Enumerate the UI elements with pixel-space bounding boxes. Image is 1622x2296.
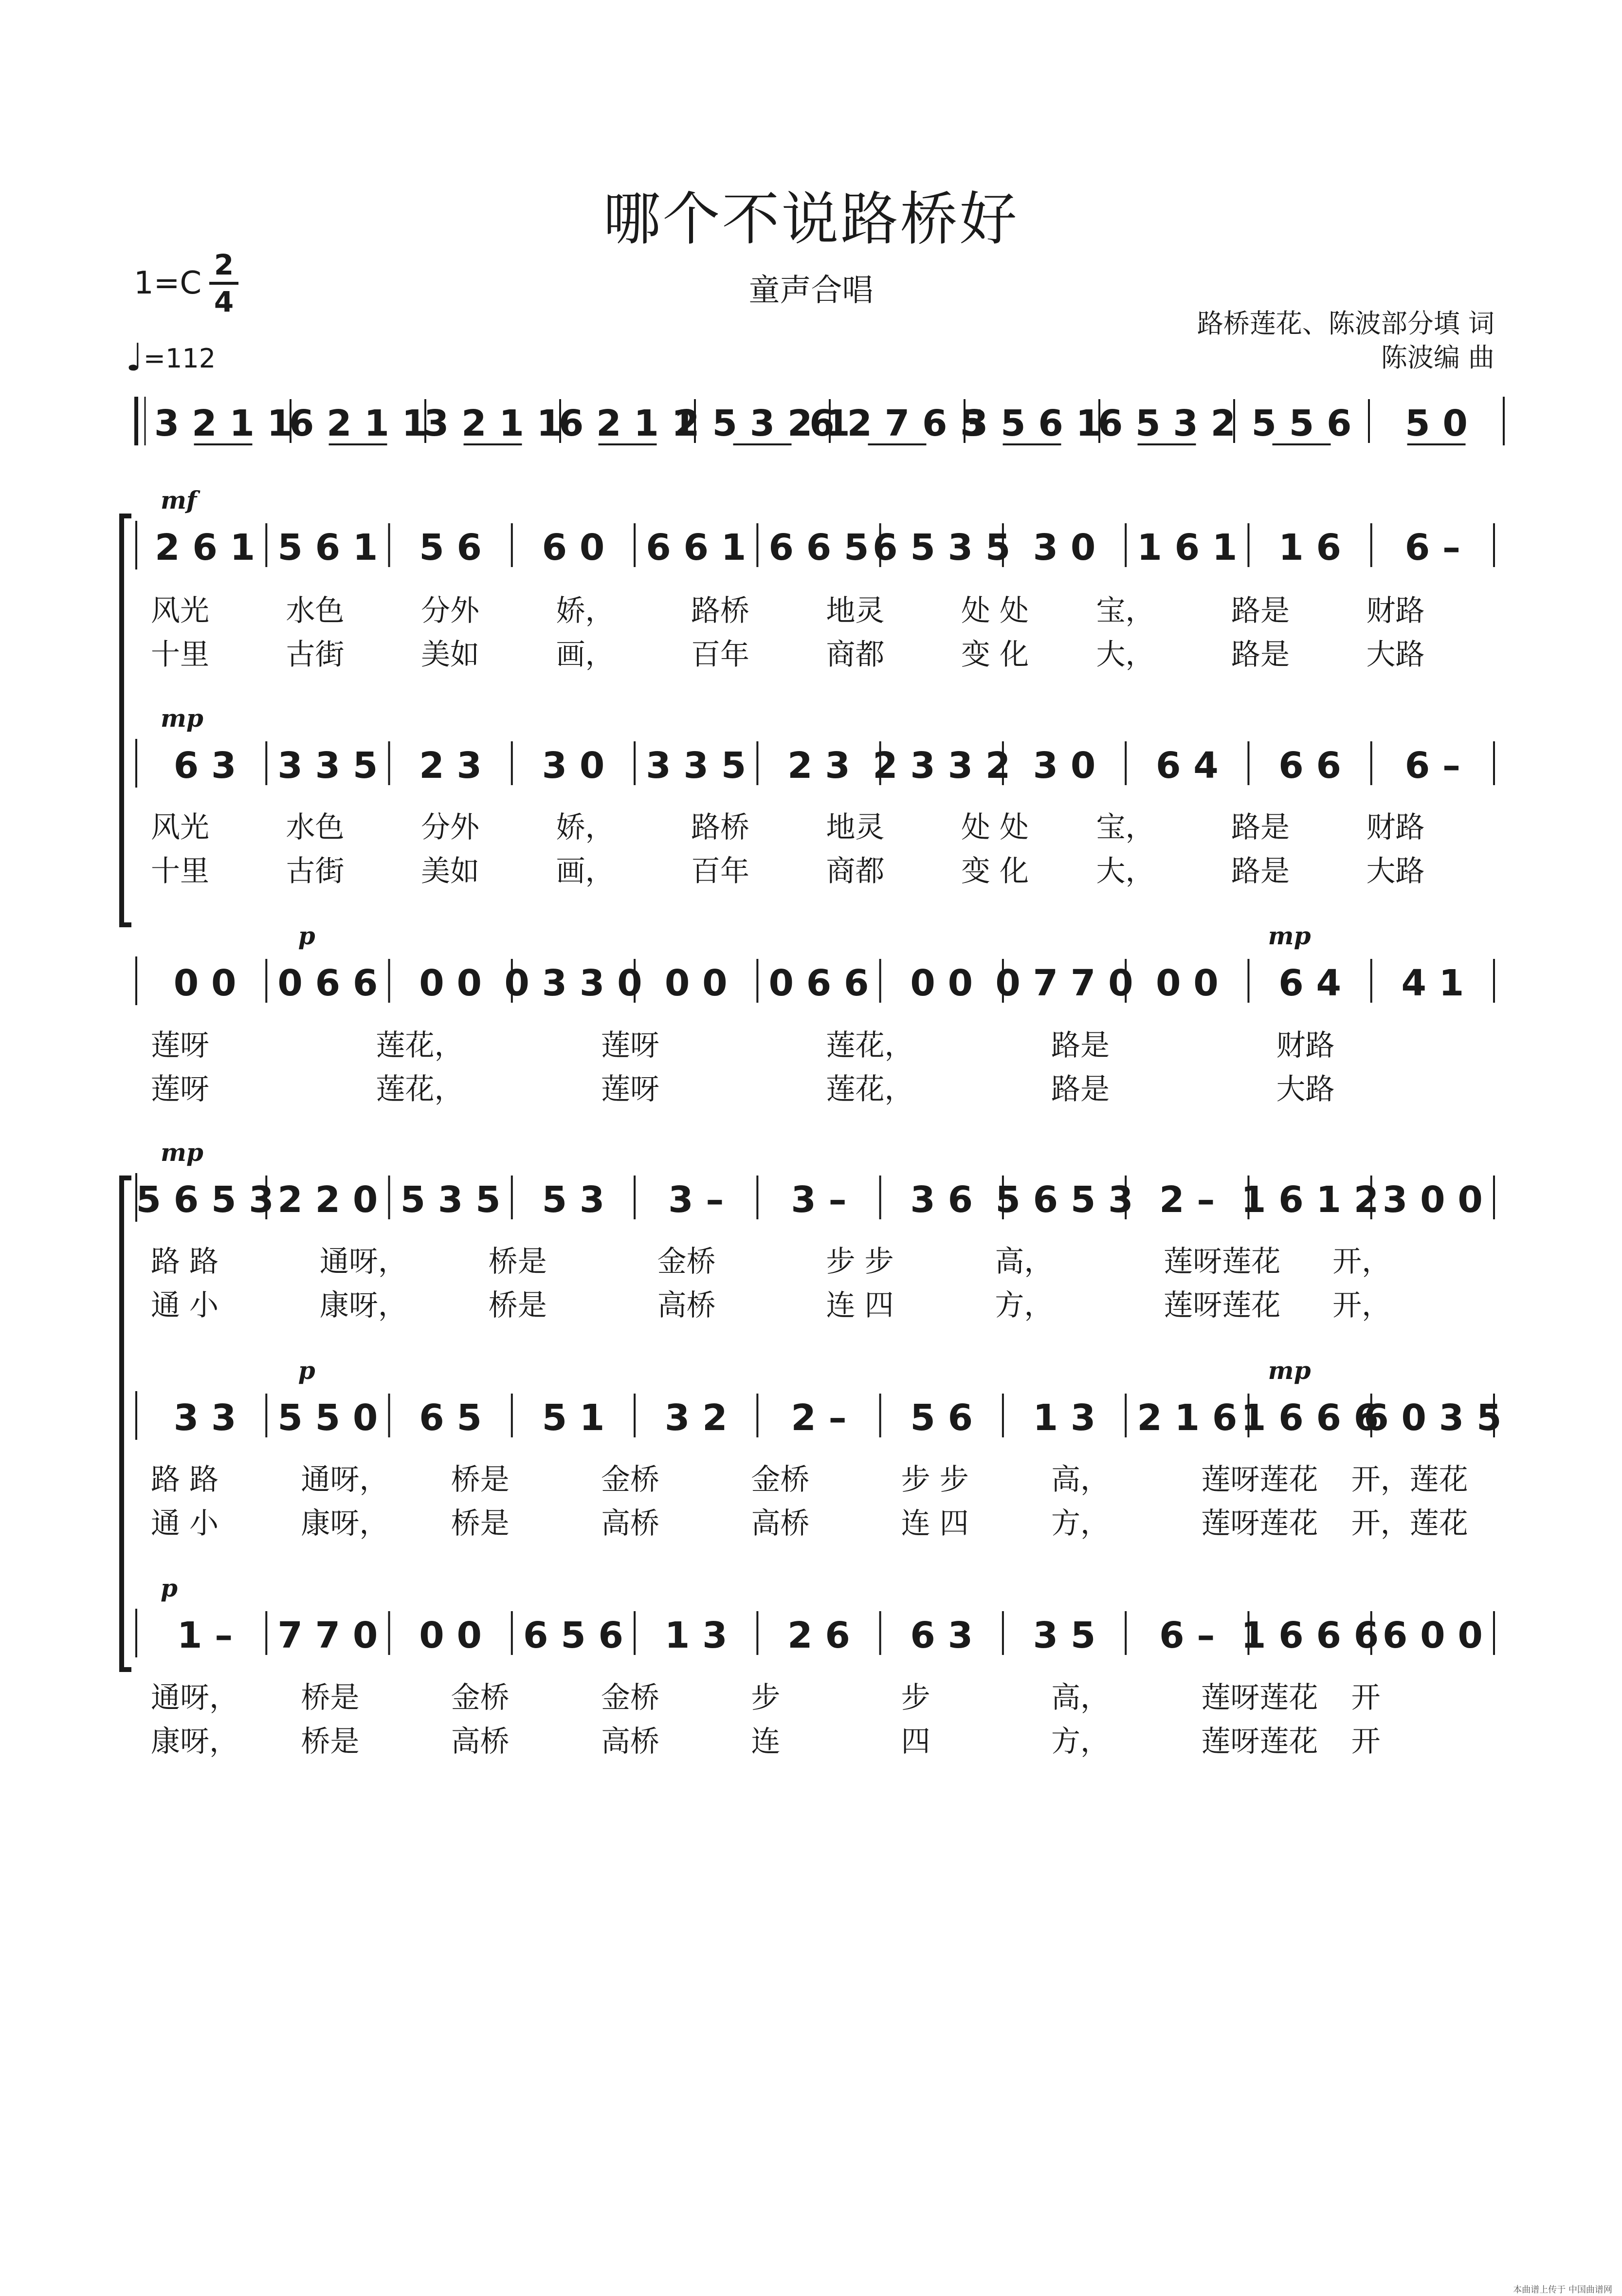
lyric-verse1: 桥是 [488,1245,547,1279]
note-measure: 0 7 7 0 [995,962,1133,1004]
note-measure: 3 2 [664,1397,728,1439]
note-measure: 5 6 1 [277,527,378,569]
lyric-verse1: 桥是 [451,1463,510,1497]
lyric-verse1: 莲花， [376,1029,464,1063]
lyric-verse2: 商都 [826,638,885,672]
note-measure: 6 3 [910,1615,973,1656]
lyric-verse2: 桥是 [451,1506,510,1541]
lyric-verse1: 路是 [1051,1029,1110,1063]
lyric-verse1: 宝， [1096,810,1155,845]
note-measure: 1 3 [664,1615,728,1656]
note-measure: 5 3 [542,1179,605,1221]
note-measure: 3 3 5 [646,745,747,787]
dynamic-marking: mp [161,1138,203,1167]
note-measure: 6 4 [1278,962,1341,1004]
lyric-verse2: 十里 [151,638,209,672]
lyric-verse1: 风光 [151,810,209,845]
lyric-verse2: 康呀， [301,1506,389,1541]
lyric-verse1: 金桥 [751,1463,810,1497]
lyric-verse2: 古街 [286,854,345,888]
note-measure: 6 – [1159,1615,1215,1656]
lyric-verse1: 莲呀 [601,1029,659,1063]
intro-measure: 3 5 6 1 [963,403,1101,444]
note-measure: 2 6 [787,1615,850,1656]
note-measure: 3 – [791,1179,847,1221]
lyric-verse2: 十里 [151,854,209,888]
lyric-verse2: 路是 [1051,1072,1110,1106]
lyric-verse1: 莲呀 [151,1029,209,1063]
lyric-verse2: 商都 [826,854,885,888]
note-measure: 2 6 1 [155,527,255,569]
lyric-verse2: 连 [751,1725,781,1759]
note-measure: 3 3 [173,1397,237,1439]
lyric-verse1: 步 [901,1681,930,1715]
lyric-verse2: 开， [1332,1288,1391,1322]
lyric-verse2: 连 四 [901,1506,969,1541]
note-measure: 6 5 6 [523,1615,623,1656]
note-measure: 0 0 [910,962,973,1004]
lyric-verse1: 开，莲花 [1351,1463,1468,1497]
lyric-verse1: 金桥 [601,1463,659,1497]
note-measure: 2 – [791,1397,847,1439]
note-measure: 2 2 0 [277,1179,378,1221]
lyric-verse1: 水色 [286,810,345,845]
intro-measure: 5 5 6 [1251,403,1352,444]
lyric-verse2: 美如 [421,854,479,888]
lyric-verse2: 画， [556,854,615,888]
lyric-verse1: 步 步 [901,1463,969,1497]
note-measure: 0 0 [173,962,237,1004]
lyric-verse2: 大路 [1276,1072,1335,1106]
note-measure: 3 0 [542,745,605,787]
lyric-verse1: 莲呀莲花 [1201,1681,1318,1715]
lyric-verse2: 莲花， [376,1072,464,1106]
lyric-verse2: 莲呀莲花 [1201,1725,1318,1759]
lyric-verse2: 大路 [1366,638,1425,672]
lyric-verse1: 财路 [1366,810,1425,845]
lyric-verse1: 步 步 [826,1245,894,1279]
system-bracket [122,516,131,925]
note-measure: 5 6 [910,1397,973,1439]
lyric-verse2: 莲呀 [151,1072,209,1106]
lyric-verse1: 分外 [421,594,479,628]
quarter-note-icon: ♩ [126,336,144,380]
note-measure: 0 3 3 0 [504,962,642,1004]
lyric-verse2: 高桥 [657,1288,716,1322]
note-measure: 2 3 [419,745,482,787]
lyric-verse2: 连 四 [826,1288,894,1322]
lyric-verse2: 四 [901,1725,930,1759]
lyric-verse2: 高桥 [601,1506,659,1541]
lyric-verse2: 百年 [691,854,749,888]
lyric-verse1: 通呀， [151,1681,238,1715]
note-measure: 6 5 [419,1397,482,1439]
note-measure: 3 3 5 [277,745,378,787]
lyric-verse2: 古街 [286,638,345,672]
lyric-verse2: 大路 [1366,854,1425,888]
lyric-verse2: 开，莲花 [1351,1506,1468,1541]
lyric-verse1: 桥是 [301,1681,360,1715]
lyric-verse1: 娇， [556,594,615,628]
note-measure: 3 0 [1033,745,1096,787]
note-measure: 0 0 [419,962,482,1004]
lyric-verse2: 桥是 [301,1725,360,1759]
note-measure: 2 3 3 2 [873,745,1011,787]
lyricist-credit: 路桥莲花、陈波部分填 词 [1197,308,1494,339]
note-measure: 5 1 [542,1397,605,1439]
note-measure: 1 6 6 6 [1240,1397,1379,1439]
lyric-verse2: 莲呀 [601,1072,659,1106]
score-subtitle: 童声合唱 [748,273,874,309]
note-measure: 0 0 [1155,962,1219,1004]
lyric-verse1: 娇， [556,810,615,845]
lyric-verse2: 通 小 [151,1288,219,1322]
tempo-value: =112 [143,343,216,374]
note-measure: 5 6 5 3 [136,1179,274,1221]
lyric-verse2: 百年 [691,638,749,672]
intro-measure: 5 0 [1405,403,1468,444]
dynamic-marking: p [298,1356,315,1385]
lyric-verse1: 宝， [1096,594,1155,628]
lyric-verse1: 财路 [1366,594,1425,628]
lyric-verse1: 开， [1332,1245,1391,1279]
lyric-verse2: 大， [1096,854,1155,888]
note-measure: 3 6 [910,1179,973,1221]
lyric-verse1: 通呀， [301,1463,389,1497]
lyric-verse2: 变 化 [961,854,1029,888]
lyric-verse1: 水色 [286,594,345,628]
note-measure: 6 3 [173,745,237,787]
lyric-verse1: 处 处 [961,594,1029,628]
note-measure: 6 4 [1155,745,1219,787]
note-measure: 0 0 [664,962,728,1004]
note-measure: 1 3 [1033,1397,1096,1439]
note-measure: 2 – [1159,1179,1215,1221]
dynamic-marking: p [298,921,315,950]
lyric-verse1: 莲呀莲花 [1164,1245,1281,1279]
note-measure: 6 – [1404,527,1460,569]
note-measure: 5 3 5 [400,1179,501,1221]
lyric-verse2: 康呀， [319,1288,407,1322]
lyric-verse1: 高， [995,1245,1054,1279]
dynamic-marking: mp [161,704,203,733]
lyric-verse1: 路 路 [151,1245,219,1279]
note-measure: 1 6 1 [1137,527,1238,569]
lyric-verse2: 桥是 [488,1288,547,1322]
lyric-verse2: 开 [1351,1725,1381,1759]
note-measure: 3 0 0 [1382,1179,1483,1221]
lyric-verse1: 金桥 [601,1681,659,1715]
note-measure: 6 6 1 [646,527,747,569]
note-measure: 7 7 0 [277,1615,378,1656]
lyric-verse2: 路是 [1231,638,1290,672]
intro-measure: 3 2 1 1 [154,403,292,444]
intro-measure: 6 2 1 1 [289,403,427,444]
lyric-verse2: 画， [556,638,615,672]
note-measure: 6 0 [542,527,605,569]
note-measure: 2 1 6 [1137,1397,1238,1439]
lyric-verse2: 美如 [421,638,479,672]
note-measure: 6 5 3 5 [873,527,1011,569]
lyric-verse1: 金桥 [657,1245,716,1279]
lyric-verse1: 地灵 [826,810,885,845]
lyric-verse2: 莲呀莲花 [1164,1288,1281,1322]
lyric-verse2: 方， [1051,1725,1110,1759]
note-measure: 1 6 6 6 [1240,1615,1379,1656]
time-signature-top: 2 [209,251,238,285]
lyric-verse1: 通呀， [319,1245,407,1279]
lyric-verse1: 分外 [421,810,479,845]
dynamic-marking: p [161,1574,178,1602]
lyric-verse1: 莲花， [826,1029,914,1063]
lyric-verse1: 路是 [1231,810,1290,845]
intro-measure: 2 5 3 2 1 [674,403,850,444]
lyric-verse1: 地灵 [826,594,885,628]
lyric-verse2: 高桥 [601,1725,659,1759]
note-measure: 6 6 [1278,745,1341,787]
lyric-verse2: 大， [1096,638,1155,672]
score-title: 哪个不说路桥好 [603,185,1019,253]
note-measure: 2 3 [787,745,850,787]
dynamic-marking: mp [1268,921,1311,950]
lyric-verse1: 财路 [1276,1029,1335,1063]
lyric-verse1: 高， [1051,1681,1110,1715]
lyric-verse1: 路桥 [691,594,749,628]
note-measure: 5 6 [419,527,482,569]
lyric-verse1: 路是 [1231,594,1290,628]
note-measure: 1 – [177,1615,233,1656]
dynamic-marking: mf [161,486,197,514]
note-measure: 6 0 0 [1382,1615,1483,1656]
note-measure: 4 1 [1401,962,1464,1004]
lyric-verse2: 方， [1051,1506,1110,1541]
time-signature-bottom: 4 [214,285,234,318]
note-measure: 0 6 6 [768,962,869,1004]
note-measure: 6 0 3 5 [1364,1397,1502,1439]
note-measure: 0 6 6 [277,962,378,1004]
key-signature: 1=C [134,265,202,301]
system-bracket [122,1178,131,1670]
note-measure: 5 5 0 [277,1397,378,1439]
intro-measure: 6 2 1 1 [558,403,697,444]
lyric-verse1: 处 处 [961,810,1029,845]
lyric-verse1: 路 路 [151,1463,219,1497]
intro-measure: 6 5 3 2 [1097,403,1236,444]
lyric-verse1: 开 [1351,1681,1381,1715]
dynamic-marking: mp [1268,1356,1311,1385]
upload-note: 本曲谱上传于 中国曲谱网 [1513,2285,1612,2295]
note-measure: 5 6 5 3 [995,1179,1133,1221]
lyric-verse2: 高桥 [751,1506,810,1541]
note-measure: 3 – [668,1179,724,1221]
lyric-verse2: 变 化 [961,638,1029,672]
intro-measure: 6 2 7 6 5 [809,403,985,444]
lyric-verse2: 路是 [1231,854,1290,888]
lyric-verse2: 莲呀莲花 [1201,1506,1318,1541]
note-measure: 1 6 1 2 [1240,1179,1379,1221]
intro-measure: 3 2 1 1 [423,403,562,444]
lyric-verse2: 通 小 [151,1506,219,1541]
lyric-verse1: 高， [1051,1463,1110,1497]
note-measure: 1 6 [1278,527,1341,569]
lyric-verse1: 金桥 [451,1681,510,1715]
note-measure: 6 – [1404,745,1460,787]
note-measure: 3 5 [1033,1615,1096,1656]
lyric-verse2: 康呀， [151,1725,238,1759]
lyric-verse2: 方， [995,1288,1054,1322]
note-measure: 6 6 5 [768,527,869,569]
lyric-verse1: 莲呀莲花 [1201,1463,1318,1497]
lyric-verse1: 步 [751,1681,781,1715]
lyric-verse2: 高桥 [451,1725,510,1759]
lyric-verse1: 风光 [151,594,209,628]
note-measure: 0 0 [419,1615,482,1656]
composer-credit: 陈波编 曲 [1381,342,1494,373]
lyric-verse1: 路桥 [691,810,749,845]
lyric-verse2: 莲花， [826,1072,914,1106]
note-measure: 3 0 [1033,527,1096,569]
